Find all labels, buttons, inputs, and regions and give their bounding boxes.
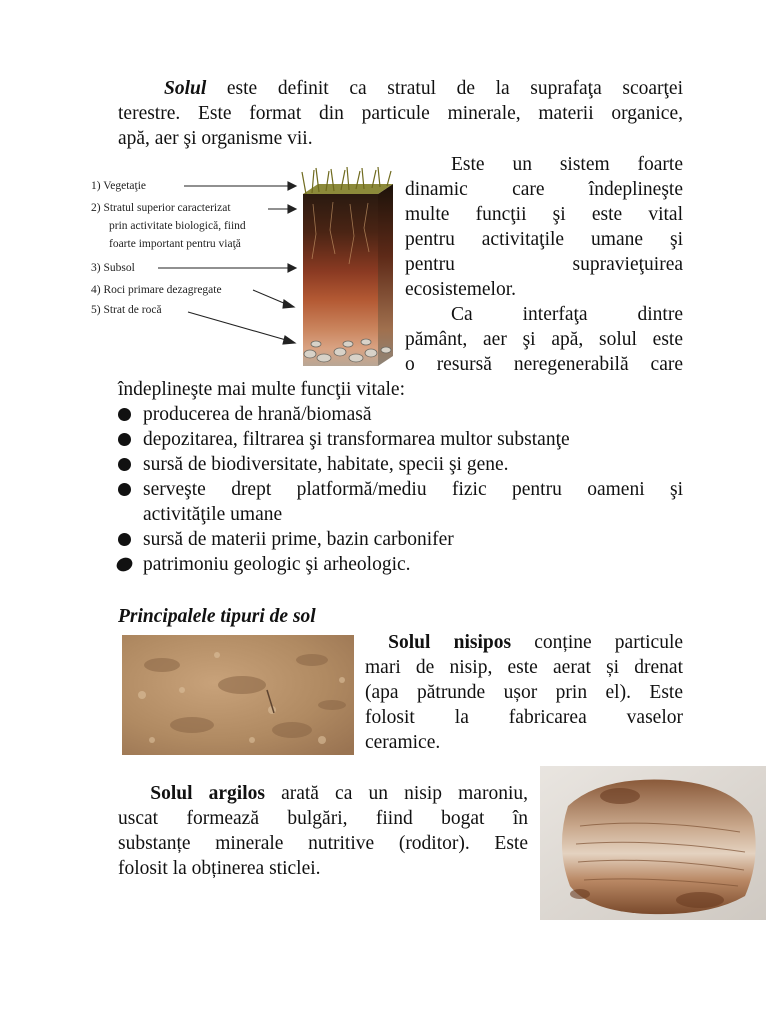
list-item-text: depozitarea, filtrarea şi transformarea multor substanţe xyxy=(143,429,570,450)
sandy-line-1-text: conține particule xyxy=(511,632,684,653)
intro-line-1-text: este definit ca stratul de la suprafaţa scoarţei xyxy=(206,78,683,99)
list-item-text: sursă de biodiversitate, habitate, specii şi gene. xyxy=(143,454,509,475)
clay-line-1-text: arată ca un nisip maroniu, xyxy=(264,783,528,804)
clay-line-2: uscat formează bulgări, fiind bogat în xyxy=(118,808,528,829)
soil-profile-diagram xyxy=(88,164,396,368)
diagram-label-2c: foarte important pentru viaţă xyxy=(109,238,241,250)
intro-line-3: apă, aer şi organisme vii. xyxy=(118,128,313,149)
clay-line-1 xyxy=(118,781,528,806)
sandy-line-4: folosit la fabricarea vaselor xyxy=(365,707,683,728)
sandy-soil-graphic xyxy=(122,635,354,755)
bullet-icon xyxy=(118,458,131,471)
side-line-6: ecosistemelor. xyxy=(405,279,517,300)
side-line-1: Este un sistem foarte xyxy=(451,154,683,175)
list-item-text: serveşte drept platformă/mediu fizic pentru oameni şi xyxy=(143,479,683,500)
clay-line-3: substanțe minerale nutritive (roditor). Este xyxy=(118,833,528,854)
intro-term: Solul xyxy=(164,78,207,99)
diagram-label-5: 5) Strat de rocă xyxy=(91,304,162,316)
clay-term: Solul argilos xyxy=(150,783,265,804)
bullet-icon xyxy=(114,555,134,574)
list-item-text: sursă de materii prime, bazin carbonifer xyxy=(143,529,454,550)
side-line-7: Ca interfaţa dintre xyxy=(451,304,683,325)
diagram-label-4: 4) Roci primare dezagregate xyxy=(91,284,222,296)
list-item-text: producerea de hrană/biomasă xyxy=(143,404,372,425)
list-item xyxy=(118,477,683,527)
sandy-line-3: (apa pătrunde ușor prin el). Este xyxy=(365,682,683,703)
intro-line-1 xyxy=(118,76,683,101)
bullet-icon xyxy=(118,483,131,496)
side-line-8: pământ, aer şi apă, solul este xyxy=(405,329,683,350)
side-line-2: dinamic care îndeplineşte xyxy=(405,179,683,200)
side-line-9: o resursă neregenerabilă care xyxy=(405,354,683,375)
sandy-soil-photo xyxy=(122,635,354,755)
clay-soil-graphic xyxy=(540,766,766,920)
diagram-label-2: 2) Stratul superior caracterizat xyxy=(91,202,231,214)
sandy-line-5: ceramice. xyxy=(365,732,441,753)
side-line-5: pentru supravieţuirea xyxy=(405,254,683,275)
section-title: Principalele tipuri de sol xyxy=(118,606,316,627)
intro-line-2: terestre. Este format din particule minerale, materii organice, xyxy=(118,103,683,124)
bullet-icon xyxy=(118,533,131,546)
side-continuation: îndeplineşte mai multe funcţii vitale: xyxy=(118,379,406,400)
bullet-icon xyxy=(118,408,131,421)
list-item-text-cont: activităţile umane xyxy=(143,504,283,525)
clay-line-4: folosit la obținerea sticlei. xyxy=(118,858,321,879)
side-line-3: multe funcţii şi este vital xyxy=(405,204,683,225)
clay-soil-photo xyxy=(540,766,766,920)
diagram-label-1: 1) Vegetaţie xyxy=(91,180,147,192)
side-line-4: pentru activitaţile umane şi xyxy=(405,229,683,250)
sandy-line-2: mari de nisip, este aerat și drenat xyxy=(365,657,683,678)
diagram-label-2b: prin activitate biologică, fiind xyxy=(109,220,246,232)
list-item-text: patrimoniu geologic şi arheologic. xyxy=(143,554,411,575)
bullet-icon xyxy=(118,433,131,446)
sandy-term: Solul nisipos xyxy=(388,632,512,653)
sandy-line-1 xyxy=(365,630,683,655)
diagram-label-3: 3) Subsol xyxy=(91,262,135,274)
